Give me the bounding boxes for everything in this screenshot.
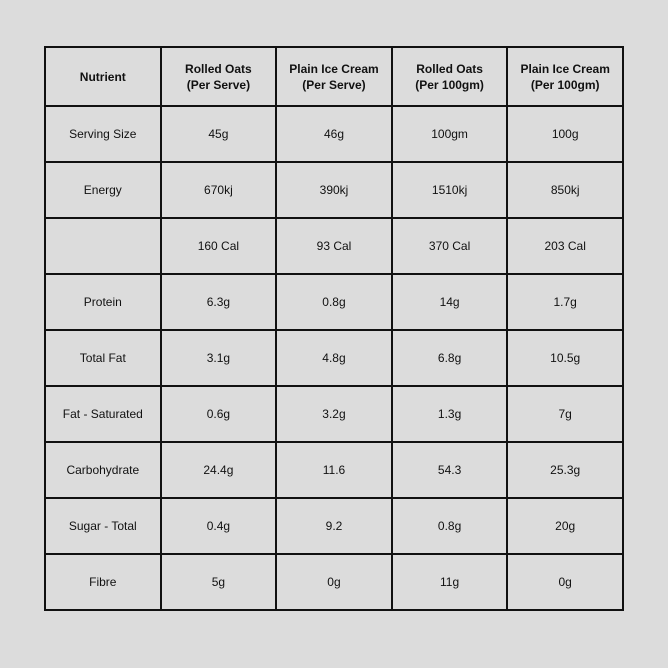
table-row [45, 442, 623, 498]
nutrient-name-cell: Serving Size [45, 106, 161, 162]
table-row [45, 386, 623, 442]
value-cell: 11.6 [276, 442, 392, 498]
value-cell: 0.4g [161, 498, 277, 554]
value-cell: 14g [392, 274, 508, 330]
value-cell: 1.3g [392, 386, 508, 442]
value-cell: 1510kj [392, 162, 508, 218]
header-rolled-oats-per-serve [161, 47, 277, 106]
nutrient-name-cell: Energy [45, 162, 161, 218]
header-label: Rolled Oats [185, 61, 252, 76]
nutrition-comparison-table [44, 46, 624, 611]
value-cell: 670kj [161, 162, 277, 218]
value-cell: 100g [507, 106, 623, 162]
nutrient-name-cell: Total Fat [45, 330, 161, 386]
nutrient-name-cell: Protein [45, 274, 161, 330]
value-cell: 370 Cal [392, 218, 508, 274]
value-cell: 3.1g [161, 330, 277, 386]
header-ice-cream-per-100g [507, 47, 623, 106]
table-row [45, 498, 623, 554]
value-cell: 0g [276, 554, 392, 610]
value-cell: 9.2 [276, 498, 392, 554]
header-label: Plain Ice Cream [289, 61, 379, 76]
header-label: Nutrient [79, 69, 126, 84]
value-cell: 203 Cal [507, 218, 623, 274]
table-row [45, 554, 623, 610]
value-cell: 0.8g [392, 498, 508, 554]
nutrient-name-cell: Fibre [45, 554, 161, 610]
header-nutrient [45, 47, 161, 106]
table-header-row [45, 47, 623, 106]
value-cell: 4.8g [276, 330, 392, 386]
nutrient-name-cell [45, 218, 161, 274]
nutrient-name-cell: Carbohydrate [45, 442, 161, 498]
value-cell: 0g [507, 554, 623, 610]
value-cell: 0.8g [276, 274, 392, 330]
value-cell: 6.8g [392, 330, 508, 386]
value-cell: 46g [276, 106, 392, 162]
value-cell: 390kj [276, 162, 392, 218]
table-row [45, 218, 623, 274]
table-row [45, 274, 623, 330]
header-label: Plain Ice Cream [520, 61, 610, 76]
value-cell: 5g [161, 554, 277, 610]
value-cell: 11g [392, 554, 508, 610]
value-cell: 6.3g [161, 274, 277, 330]
value-cell: 45g [161, 106, 277, 162]
nutrient-name-cell: Fat - Saturated [45, 386, 161, 442]
table-row [45, 106, 623, 162]
value-cell: 3.2g [276, 386, 392, 442]
value-cell: 850kj [507, 162, 623, 218]
value-cell: 24.4g [161, 442, 277, 498]
value-cell: 160 Cal [161, 218, 277, 274]
table-row [45, 162, 623, 218]
value-cell: 10.5g [507, 330, 623, 386]
table-row [45, 330, 623, 386]
header-ice-cream-per-serve [276, 47, 392, 106]
header-label: Rolled Oats [416, 61, 483, 76]
value-cell: 25.3g [507, 442, 623, 498]
value-cell: 7g [507, 386, 623, 442]
header-sublabel: (Per Serve) [302, 77, 366, 92]
header-sublabel: (Per 100gm) [415, 77, 484, 92]
nutrient-name-cell: Sugar - Total [45, 498, 161, 554]
value-cell: 0.6g [161, 386, 277, 442]
header-sublabel: (Per Serve) [186, 77, 251, 92]
value-cell: 54.3 [392, 442, 508, 498]
value-cell: 93 Cal [276, 218, 392, 274]
value-cell: 20g [507, 498, 623, 554]
header-rolled-oats-per-100g [392, 47, 508, 106]
value-cell: 100gm [392, 106, 508, 162]
value-cell: 1.7g [507, 274, 623, 330]
header-sublabel: (Per 100gm) [530, 77, 600, 92]
